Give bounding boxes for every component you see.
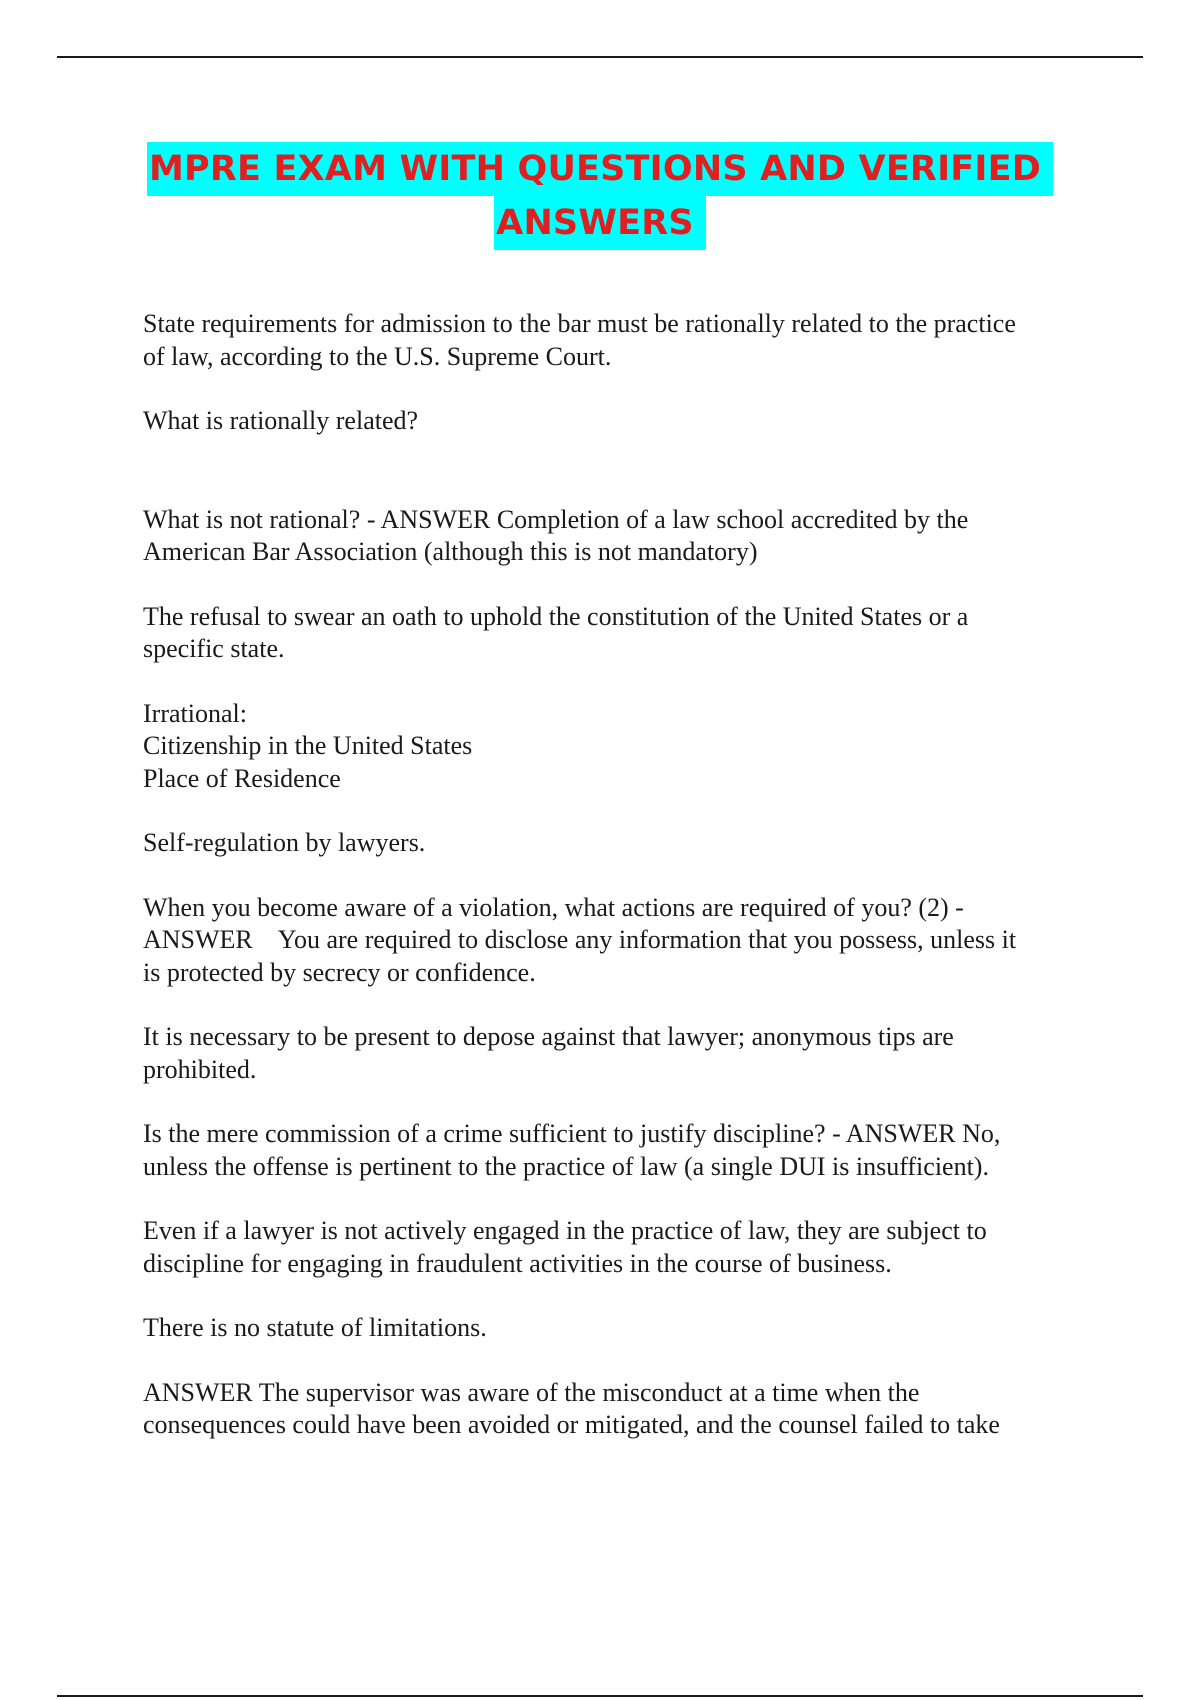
- paragraph: Self-regulation by lawyers.: [143, 828, 426, 857]
- document-title: [0, 142, 1200, 250]
- paragraph: State requirements for admission to the bar must be rationally related to the practice of law, according to the U.S. Supreme Court.: [143, 309, 1016, 371]
- paragraph: It is necessary to be present to depose against that lawyer; anonymous tips are prohibited.: [143, 1022, 954, 1084]
- paragraph: What is rationally related?: [143, 406, 419, 435]
- paragraph: Irrational: Citizenship in the United States Place of Residence: [143, 698, 473, 793]
- title-line-2: ANSWERS: [494, 196, 706, 250]
- document-body: [143, 308, 1103, 1442]
- bottom-rule: [57, 1695, 1143, 1697]
- paragraph: Even if a lawyer is not actively engaged in the practice of law, they are subject to discipline for engaging in fraudulent activities in the course of business.: [143, 1216, 987, 1278]
- paragraph: ANSWER The supervisor was aware of the misconduct at a time when the consequences could have been avoided or mitigated, and the counsel failed to take: [143, 1377, 1000, 1439]
- paragraph: What is not rational? - ANSWER Completion of a law school accredited by the American Bar Association (although this is not mandatory): [143, 504, 969, 566]
- paragraph: There is no statute of limitations.: [143, 1313, 487, 1342]
- paragraph: Is the mere commission of a crime sufficient to justify discipline? - ANSWER No, unless the offense is pertinent to the practice of law (a single DUI is insufficient).: [143, 1119, 1001, 1181]
- paragraph: When you become aware of a violation, what actions are required of you? (2) - ANSWER You are required to disclose any information that you possess, unless it is protected by secrecy or confidence.: [143, 892, 1017, 987]
- paragraph: The refusal to swear an oath to uphold the constitution of the United States or a specific state.: [143, 601, 969, 663]
- title-line-1: MPRE EXAM WITH QUESTIONS AND VERIFIED: [147, 142, 1053, 196]
- top-rule: [57, 56, 1143, 58]
